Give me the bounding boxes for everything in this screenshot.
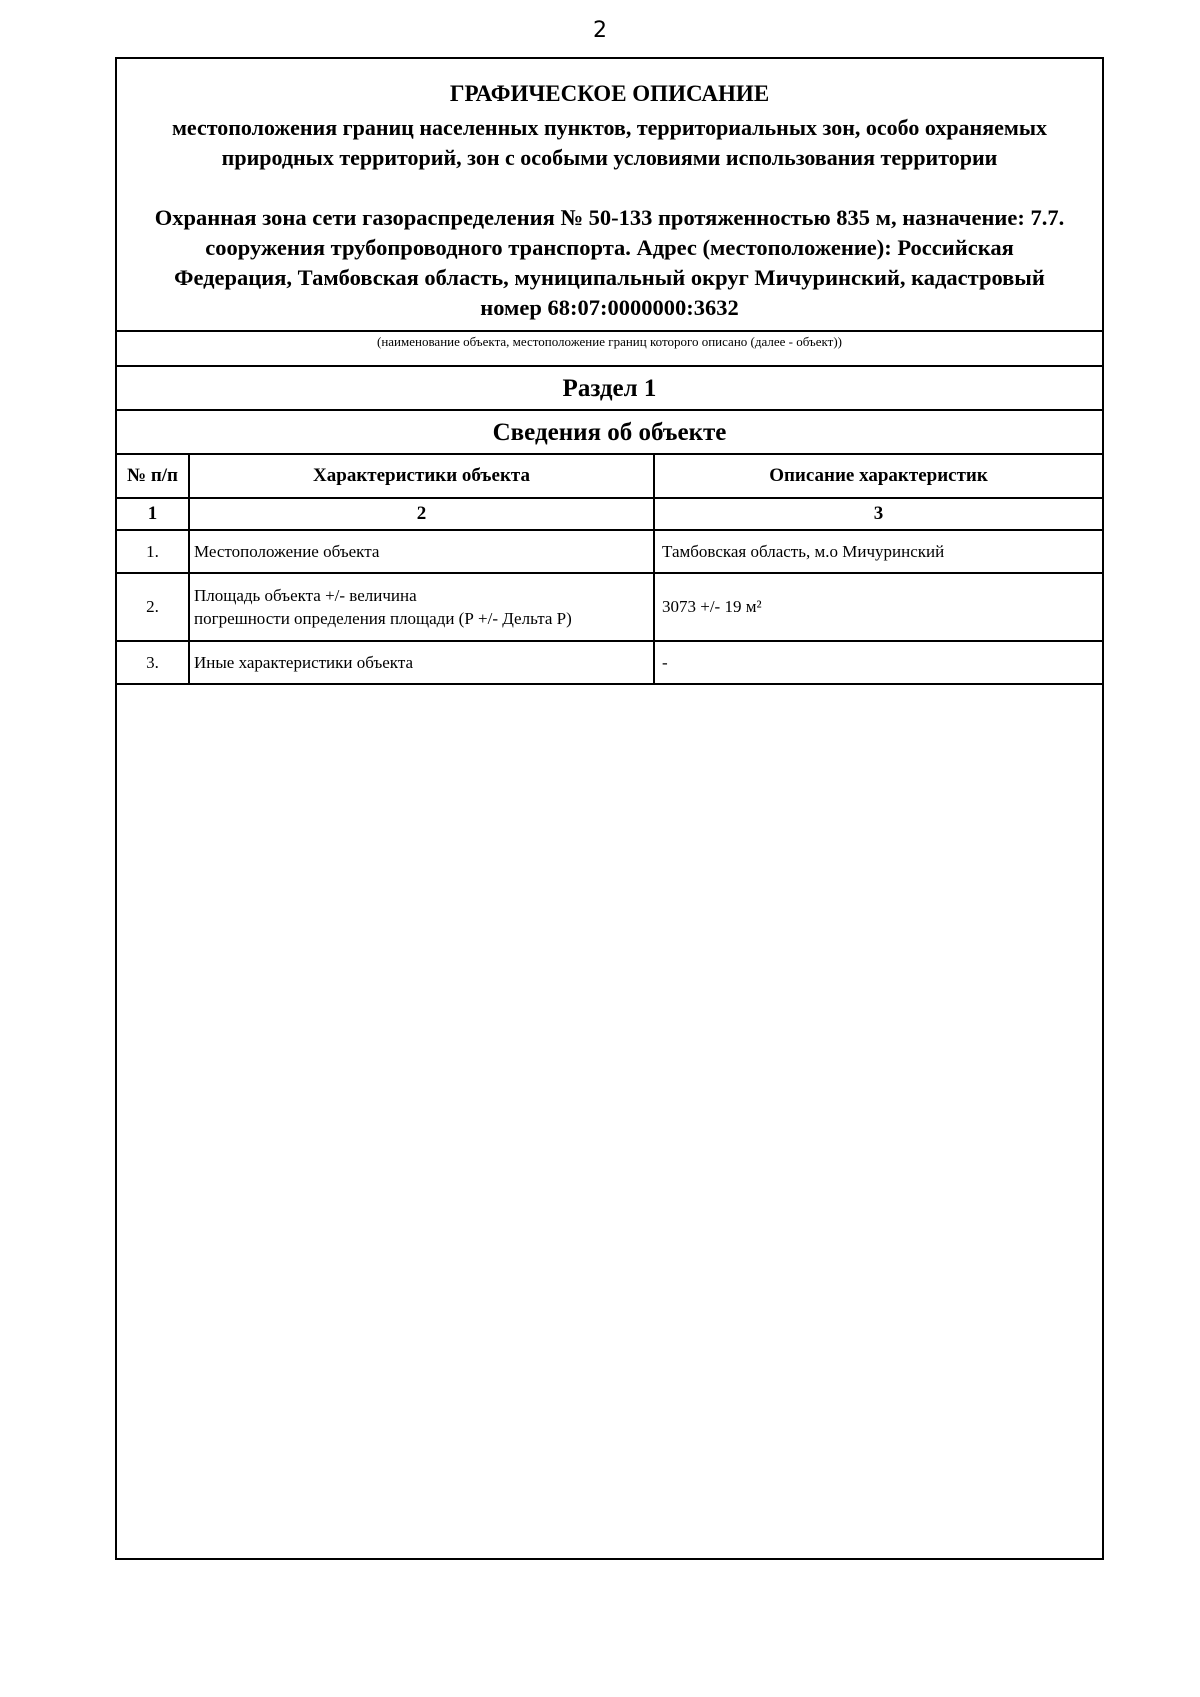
column-index: 1 <box>117 498 189 530</box>
object-name-line: Охранная зона сети газораспределения № 50-133 протяженностью 835 м, назначение: 7.7. <box>154 205 1065 230</box>
table-index-row <box>117 498 1102 530</box>
row-characteristic-line: Площадь объекта +/- величина <box>194 586 417 605</box>
row-description: 3073 +/- 19 м² <box>654 573 1102 641</box>
row-description: - <box>654 641 1102 684</box>
row-characteristic-line: погрешности определения площади (Р +/- Дельта Р) <box>194 609 572 628</box>
object-name-line: сооружения трубопроводного транспорта. Адрес (местоположение): Российская <box>205 235 1014 260</box>
row-description: Тамбовская область, м.о Мичуринский <box>654 530 1102 573</box>
section-title: Раздел 1 <box>117 367 1102 411</box>
row-number: 3. <box>117 641 189 684</box>
document-subtitle <box>117 113 1102 173</box>
row-characteristic: Местоположение объекта <box>189 530 654 573</box>
object-name-line: Федерация, Тамбовская область, муниципальный округ Мичуринский, кадастровый <box>174 265 1045 290</box>
object-caption: (наименование объекта, местоположение границ которого описано (далее - объект)) <box>117 332 1102 367</box>
subtitle-line: местоположения границ населенных пунктов, территориальных зон, особо охраняемых <box>171 115 1048 140</box>
document-header <box>117 59 1102 332</box>
column-header-description: Описание характеристик <box>654 455 1102 498</box>
document-title: ГРАФИЧЕСКОЕ ОПИСАНИЕ <box>449 81 770 106</box>
document-frame <box>115 57 1104 1560</box>
page-number: 2 <box>593 18 607 43</box>
column-index: 3 <box>654 498 1102 530</box>
row-number: 2. <box>117 573 189 641</box>
column-header-characteristic: Характеристики объекта <box>189 455 654 498</box>
object-name <box>117 203 1102 323</box>
subtitle-line: природных территорий, зон с особыми условиями использования территории <box>221 145 998 170</box>
column-header-number: № п/п <box>117 455 189 498</box>
column-index: 2 <box>189 498 654 530</box>
section-subtitle: Сведения об объекте <box>117 411 1102 455</box>
table-row <box>117 530 1102 573</box>
row-characteristic: Иные характеристики объекта <box>189 641 654 684</box>
table-row <box>117 573 1102 641</box>
object-info-table <box>117 455 1102 685</box>
table-row <box>117 641 1102 684</box>
row-characteristic <box>189 573 654 641</box>
object-name-line: номер 68:07:0000000:3632 <box>480 295 739 320</box>
table-header-row <box>117 455 1102 498</box>
row-number: 1. <box>117 530 189 573</box>
